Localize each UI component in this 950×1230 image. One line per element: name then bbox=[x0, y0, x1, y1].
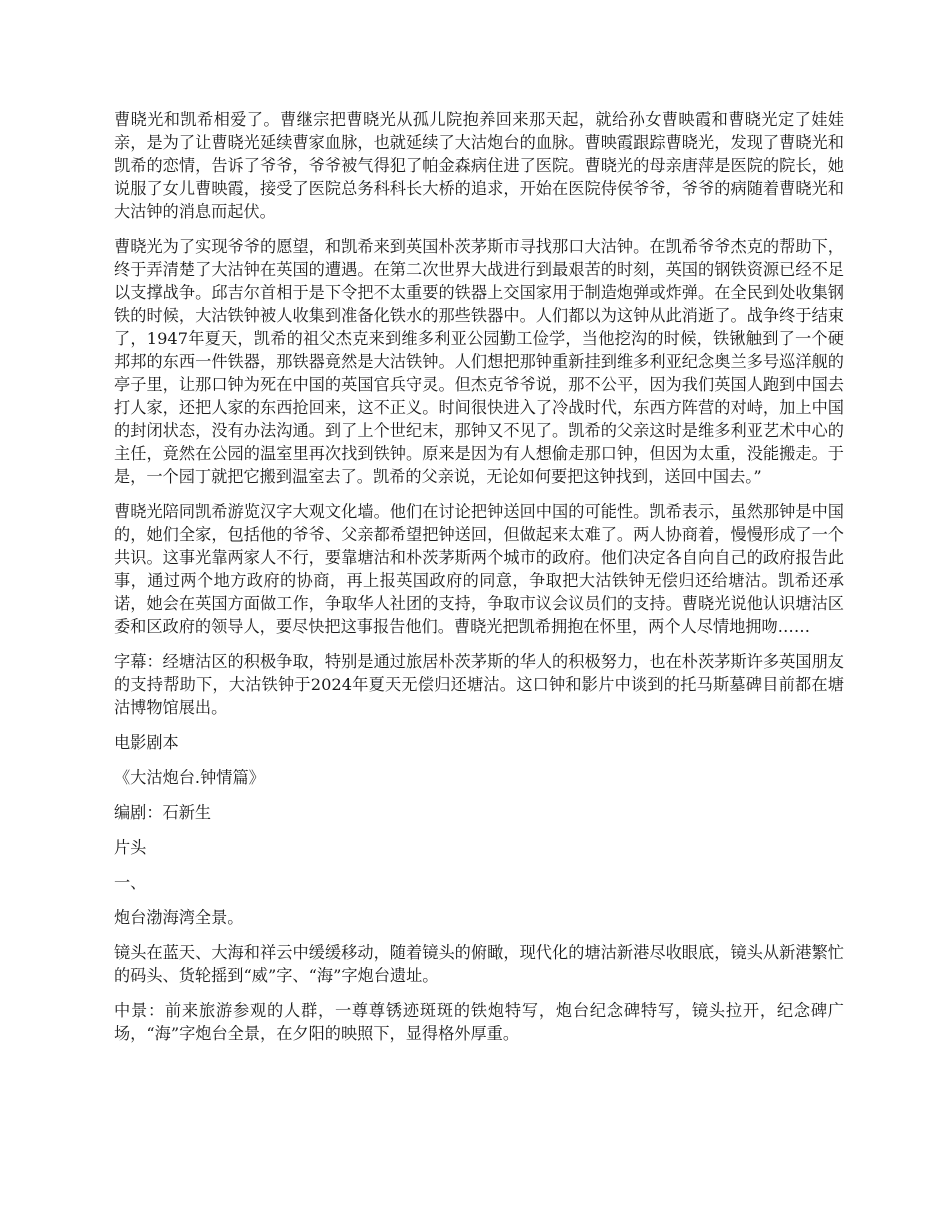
paragraph-medium-shot: 中景：前来旅游参观的人群，一尊尊锈迹斑斑的铁炮特写，炮台纪念碑特写，镜头拉开，纪念碑广场，“海”字炮台全景，在夕阳的映照下，显得格外厚重。 bbox=[114, 1001, 844, 1043]
paragraph-consensus: 曹晓光陪同凯希游览汉字大观文化墙。他们在讨论把钟送回中国的可能性。凯希表示，虽然那钟是中国的，她们全家，包括他的爷爷、父亲都希望把钟送回，但做起来太难了。两人协商着，慢慢形成了一个共识。这事光靠两家人不行，要靠塘沽和朴茨茅斯两个城市的政府。他们决定各自向自己的政府报告此事，通过两个地方政府的协商，再上报英国政府的同意，争取把大沽铁钟无偿归还给塘沽。凯希还承诺，她会在英国方面做工作，争取华人社团的支持，争取市议会议员们的支持。曹晓光说他认识塘沽区委和区政府的领导人，要尽快把这事报告他们。曹晓光把凯希拥抱在怀里，两个人尽情地拥吻…… bbox=[114, 502, 844, 636]
opening-heading: 片头 bbox=[114, 838, 147, 857]
paragraph-camera-pan: 镜头在蓝天、大海和祥云中缓缓移动，随着镜头的俯瞰，现代化的塘沽新港尽收眼底，镜头从新港繁忙的码头、货轮摇到“威”字、“海”字炮台遗址。 bbox=[114, 943, 844, 985]
scene-number: 一、 bbox=[114, 873, 147, 892]
paragraph-caption: 字幕：经塘沽区的积极争取，特别是通过旅居朴茨茅斯的华人的积极努力，也在朴茨茅斯许多英国朋友的支持帮助下，大沽铁钟于2024年夏天无偿归还塘沽。这口钟和影片中谈到的托马斯墓碑目前都在塘沽博物馆展出。 bbox=[114, 652, 844, 717]
scene-description: 炮台渤海湾全景。 bbox=[114, 908, 244, 927]
paragraph-bell-history: 曹晓光为了实现爷爷的愿望，和凯希来到英国朴茨茅斯市寻找那口大沽钟。在凯希爷爷杰克的帮助下，终于弄清楚了大沽钟在英国的遭遇。在第二次世界大战进行到最艰苦的时刻，英国的钢铁资源已经不足以支撑战争。邱吉尔首相于是下令把不太重要的铁器上交国家用于制造炮弹或炸弹。在全民到处收集钢铁的时候，大沽铁钟被人收集到准备化铁水的那些铁器中。人们都以为这钟从此消逝了。战争终于结束了，1947年夏天，凯希的祖父杰克来到维多利亚公园勤工俭学，当他挖沟的时候，铁锹触到了一个硬邦邦的东西一件铁器，那铁器竟然是大沽铁钟。人们想把那钟重新挂到维多利亚纪念奥兰多号巡洋舰的亭子里，让那口钟为死在中国的英国官兵守灵。但杰克爷爷说，那不公平，因为我们英国人跑到中国去打人家，还把人家的东西抢回来，这不正义。时间很快进入了冷战时代，东西方阵营的对峙，加上中国的封闭状态，没有办法沟通。到了上个世纪末，那钟又不见了。凯希的父亲这时是维多利亚艺术中心的主任，竟然在公园的温室里再次找到铁钟。原来是因为有人想偷走那口钟，但因为太重，没能搬走。于是，一个园丁就把它搬到温室去了。凯希的父亲说，无论如何要把这钟找到，送回中国去。” bbox=[114, 237, 844, 486]
screenplay-author: 编剧：石新生 bbox=[114, 803, 212, 822]
screenplay-label: 电影剧本 bbox=[114, 733, 179, 752]
screenplay-title: 《大沽炮台.钟情篇》 bbox=[114, 768, 265, 787]
document-page bbox=[114, 108, 844, 1057]
paragraph-love-story: 曹晓光和凯希相爱了。曹继宗把曹晓光从孤儿院抱养回来那天起，就给孙女曹映霞和曹晓光定了娃娃亲，是为了让曹晓光延续曹家血脉，也就延续了大沽炮台的血脉。曹映霞跟踪曹晓光，发现了曹晓光和凯希的恋情，告诉了爷爷，爷爷被气得犯了帕金森病住进了医院。曹晓光的母亲唐萍是医院的院长，她说服了女儿曹映霞，接受了医院总务科科长大桥的追求，开始在医院侍侯爷爷，爷爷的病随着曹晓光和大沽钟的消息而起伏。 bbox=[114, 110, 844, 221]
